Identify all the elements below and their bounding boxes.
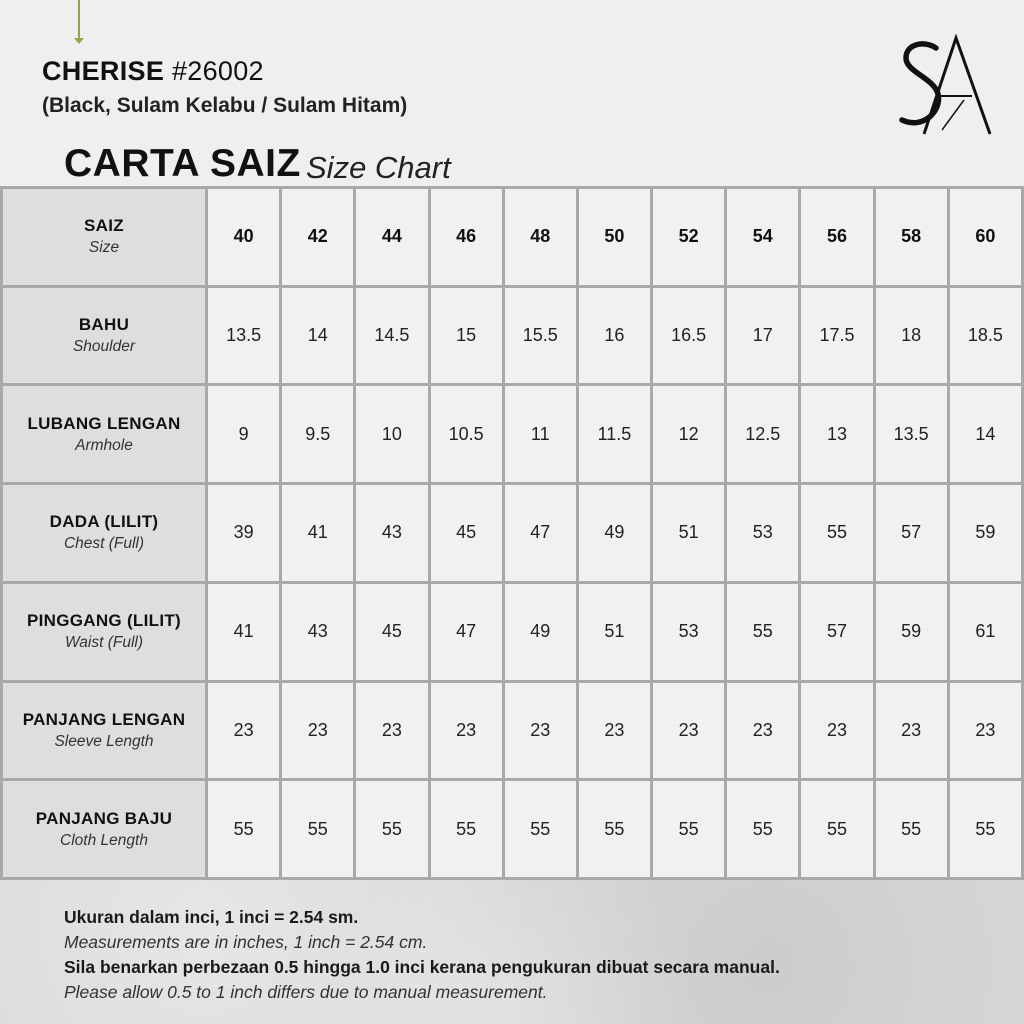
measurement-cell: 49 — [505, 584, 576, 680]
measurement-cell: 23 — [579, 683, 650, 779]
measurement-cell: 18.5 — [950, 288, 1021, 384]
measurement-cell: 55 — [653, 781, 724, 877]
row-header-cell — [3, 386, 205, 482]
measurement-cell: 16 — [579, 288, 650, 384]
measurement-cell: 23 — [950, 683, 1021, 779]
product-name: CHERISE — [42, 56, 165, 86]
row-label: BAHU — [78, 315, 130, 335]
measurement-cell: 55 — [208, 781, 279, 877]
row-sublabel: Waist (Full) — [64, 634, 144, 652]
measurement-cell: 10.5 — [431, 386, 502, 482]
measurement-cell: 51 — [653, 485, 724, 581]
size-column-header: 52 — [653, 189, 724, 285]
chart-title: CARTA SAIZ — [64, 142, 301, 185]
measurement-cell: 14.5 — [356, 288, 427, 384]
note-unit-malay: Ukuran dalam inci, 1 inci = 2.54 sm. — [64, 907, 359, 927]
measurement-cell: 18 — [876, 288, 947, 384]
size-column-header: 54 — [727, 189, 798, 285]
measurement-cell: 14 — [950, 386, 1021, 482]
table-row — [3, 683, 1021, 779]
brand-logo — [894, 34, 994, 138]
size-chart — [0, 186, 1024, 880]
measurement-cell: 16.5 — [653, 288, 724, 384]
accent-marker — [78, 0, 80, 40]
chart-title-english: Size Chart — [306, 150, 451, 185]
measurement-cell: 23 — [431, 683, 502, 779]
measurement-cell: 55 — [727, 781, 798, 877]
row-header-cell — [3, 781, 205, 877]
row-sublabel: Cloth Length — [60, 831, 148, 849]
size-column-header: 50 — [579, 189, 650, 285]
row-label: PANJANG BAJU — [35, 808, 173, 828]
measurement-cell: 55 — [282, 781, 353, 877]
measurement-cell: 53 — [653, 584, 724, 680]
row-sublabel: Chest (Full) — [63, 535, 145, 553]
measurement-cell: 41 — [282, 485, 353, 581]
size-column-header: 48 — [505, 189, 576, 285]
size-column-header: 42 — [282, 189, 353, 285]
measurement-cell: 43 — [282, 584, 353, 680]
measurement-cell: 43 — [356, 485, 427, 581]
product-title — [42, 56, 264, 87]
measurement-cell: 15.5 — [505, 288, 576, 384]
size-column-header: 46 — [431, 189, 502, 285]
row-label: LUBANG LENGAN — [27, 413, 181, 433]
measurement-cell: 23 — [801, 683, 872, 779]
brand-logo-icon — [894, 34, 994, 138]
size-column-header: 60 — [950, 189, 1021, 285]
measurement-cell: 9.5 — [282, 386, 353, 482]
note-unit-english: Measurements are in inches, 1 inch = 2.54 cm. — [64, 932, 428, 952]
row-header-cell — [3, 288, 205, 384]
table-row — [3, 485, 1021, 581]
measurement-cell: 13.5 — [208, 288, 279, 384]
size-column-header: 58 — [876, 189, 947, 285]
measurement-cell: 59 — [876, 584, 947, 680]
measurement-cell: 11 — [505, 386, 576, 482]
measurement-cell: 55 — [727, 584, 798, 680]
row-sublabel: Sleeve Length — [54, 732, 154, 750]
size-column-header: 56 — [801, 189, 872, 285]
measurement-cell: 17 — [727, 288, 798, 384]
product-variants: (Black, Sulam Kelabu / Sulam Hitam) — [42, 94, 408, 117]
measurement-cell: 15 — [431, 288, 502, 384]
row-label: PANJANG LENGAN — [22, 709, 186, 729]
measurement-cell: 17.5 — [801, 288, 872, 384]
measurement-cell: 14 — [282, 288, 353, 384]
measurement-cell: 53 — [727, 485, 798, 581]
accent-marker-arrow — [74, 38, 84, 44]
size-header-cell — [3, 189, 205, 285]
row-label: DADA (LILIT) — [49, 512, 159, 532]
row-header-cell — [3, 485, 205, 581]
measurement-cell: 41 — [208, 584, 279, 680]
measurement-cell: 23 — [282, 683, 353, 779]
measurement-cell: 55 — [579, 781, 650, 877]
measurement-cell: 57 — [876, 485, 947, 581]
measurement-cell: 23 — [653, 683, 724, 779]
measurement-cell: 45 — [356, 584, 427, 680]
row-header-cell — [3, 683, 205, 779]
measurement-cell: 47 — [505, 485, 576, 581]
measurement-cell: 49 — [579, 485, 650, 581]
measurement-cell: 9 — [208, 386, 279, 482]
measurement-cell: 12.5 — [727, 386, 798, 482]
measurement-cell: 55 — [431, 781, 502, 877]
row-sublabel: Size — [88, 239, 120, 257]
measurement-cell: 45 — [431, 485, 502, 581]
size-column-header: 44 — [356, 189, 427, 285]
measurement-cell: 23 — [356, 683, 427, 779]
measurement-cell: 47 — [431, 584, 502, 680]
measurement-cell: 51 — [579, 584, 650, 680]
row-label: PINGGANG (LILIT) — [26, 611, 181, 631]
measurement-cell: 61 — [950, 584, 1021, 680]
measurement-cell: 55 — [505, 781, 576, 877]
note-tolerance-malay: Sila benarkan perbezaan 0.5 hingga 1.0 inci kerana pengukuran dibuat secara manual. — [64, 957, 780, 977]
table-row — [3, 288, 1021, 384]
size-column-header: 40 — [208, 189, 279, 285]
measurement-cell: 13.5 — [876, 386, 947, 482]
measurement-cell: 23 — [876, 683, 947, 779]
measurement-cell: 39 — [208, 485, 279, 581]
size-table — [0, 186, 1024, 880]
measurement-cell: 13 — [801, 386, 872, 482]
table-row — [3, 584, 1021, 680]
measurement-cell: 55 — [950, 781, 1021, 877]
measurement-cell: 55 — [801, 781, 872, 877]
measurement-cell: 55 — [876, 781, 947, 877]
measurement-cell: 23 — [727, 683, 798, 779]
row-label: SAIZ — [84, 216, 124, 236]
measurement-cell: 10 — [356, 386, 427, 482]
measurement-cell: 12 — [653, 386, 724, 482]
row-sublabel: Shoulder — [72, 338, 136, 356]
size-header-row — [3, 189, 1021, 285]
measurement-cell: 57 — [801, 584, 872, 680]
measurement-cell: 55 — [801, 485, 872, 581]
notes-panel — [0, 880, 1024, 1024]
measurement-cell: 23 — [208, 683, 279, 779]
note-tolerance-english: Please allow 0.5 to 1 inch differs due to manual measurement. — [64, 982, 548, 1002]
row-header-cell — [3, 584, 205, 680]
row-sublabel: Armhole — [75, 436, 133, 454]
measurement-cell: 11.5 — [579, 386, 650, 482]
measurement-cell: 23 — [505, 683, 576, 779]
table-row — [3, 781, 1021, 877]
product-code: #26002 — [171, 56, 264, 86]
table-row — [3, 386, 1021, 482]
measurement-cell: 59 — [950, 485, 1021, 581]
measurement-cell: 55 — [356, 781, 427, 877]
